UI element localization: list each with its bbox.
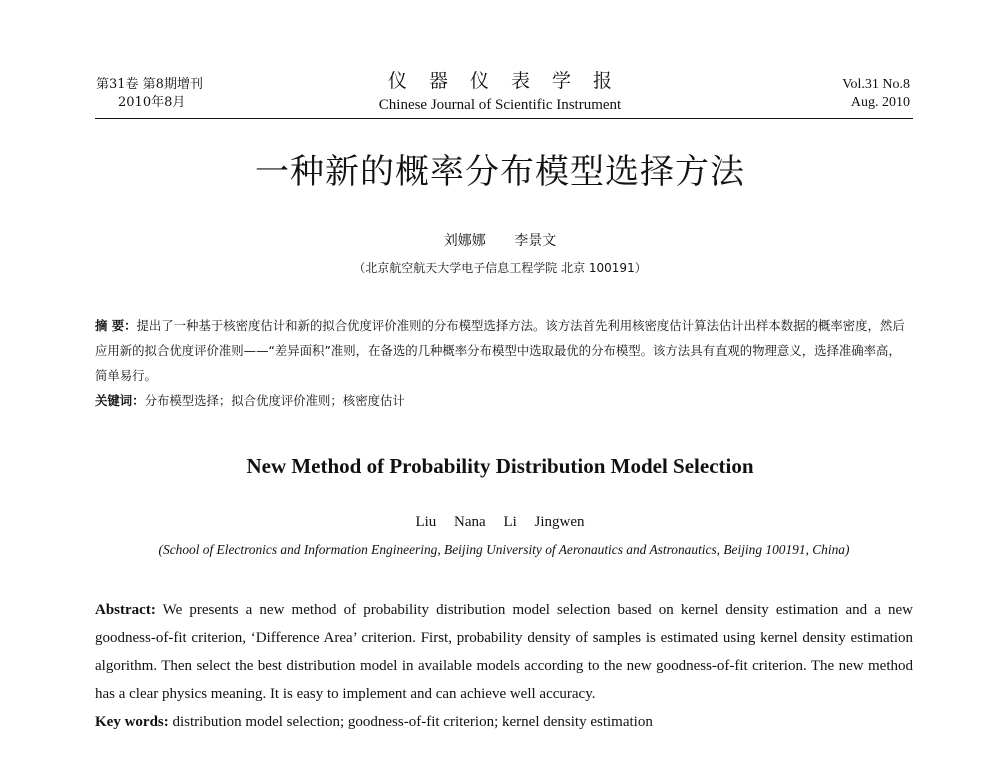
journal-name-en: Chinese Journal of Scientific Instrument [378,97,622,113]
journal-name-cn: 仪器仪表学报 [387,70,634,92]
keywords-en-label: Key words: [95,714,169,730]
abstract-cn [95,313,913,388]
abstract-en [95,596,913,708]
abstract-en-label: Abstract: [95,602,156,618]
keywords-cn-text: 分布模型选择；拟合优度评价准则；核密度估计 [144,393,405,408]
volume-en: Vol.31 No.8 [842,77,910,92]
abstract-en-section [95,596,913,736]
header-right [770,76,910,112]
keywords-en [95,708,913,736]
authors-en: Liu Nana Li Jingwen [415,514,585,530]
keywords-cn-label: 关键词： [95,393,145,408]
header-rule [95,118,913,119]
date-cn: 2010年8月 [118,95,186,110]
journal-masthead [330,68,670,114]
abstract-cn-label: 摘 要： [95,318,137,333]
date-en: Aug. 2010 [850,95,910,110]
header-left [96,76,296,112]
abstract-en-text: We presents a new method of probability distribution model selection based on kernel density estimation and a new goodness-of-fit criterion, ‘Difference Area’ criterion. First, probability density of samples is estimated using kernel density estimation algorithm. Then select the best distribution model in available models according to the new goodness-of-fit criterion. The new method has a clear physics meaning. It is easy to implement and can achieve well accuracy. [95,602,913,702]
abstract-cn-text: 提出了一种基于核密度估计和新的拟合优度评价准则的分布模型选择方法。该方法首先利用核密度估计算法估计出样本数据的概率密度，然后应用新的拟合优度评价准则——“差异面积”准则，在备选的几种概率分布模型中选取最优的分布模型。该方法具有直观的物理意义，选择准确率高，简单易行。 [95,318,905,383]
volume-issue: 第31卷 第8期增刊 [96,77,203,92]
keywords-cn [95,388,913,413]
affiliation-en: (School of Electronics and Information Engineering, Beijing University of Aeronautics and Astronautics, Beijing 100191, China) [158,542,850,557]
paper-title-en: New Method of Probability Distribution Model Selection [246,454,754,478]
abstract-cn-section [95,313,913,413]
keywords-en-text: distribution model selection; goodness-of-fit criterion; kernel density estimation [172,714,653,730]
paper-title-cn: 一种新的概率分布模型选择方法 [255,152,745,192]
affiliation-cn: （北京航空航天大学电子信息工程学院 北京 100191） [353,261,647,275]
authors-cn: 刘娜娜 李景文 [443,233,557,249]
